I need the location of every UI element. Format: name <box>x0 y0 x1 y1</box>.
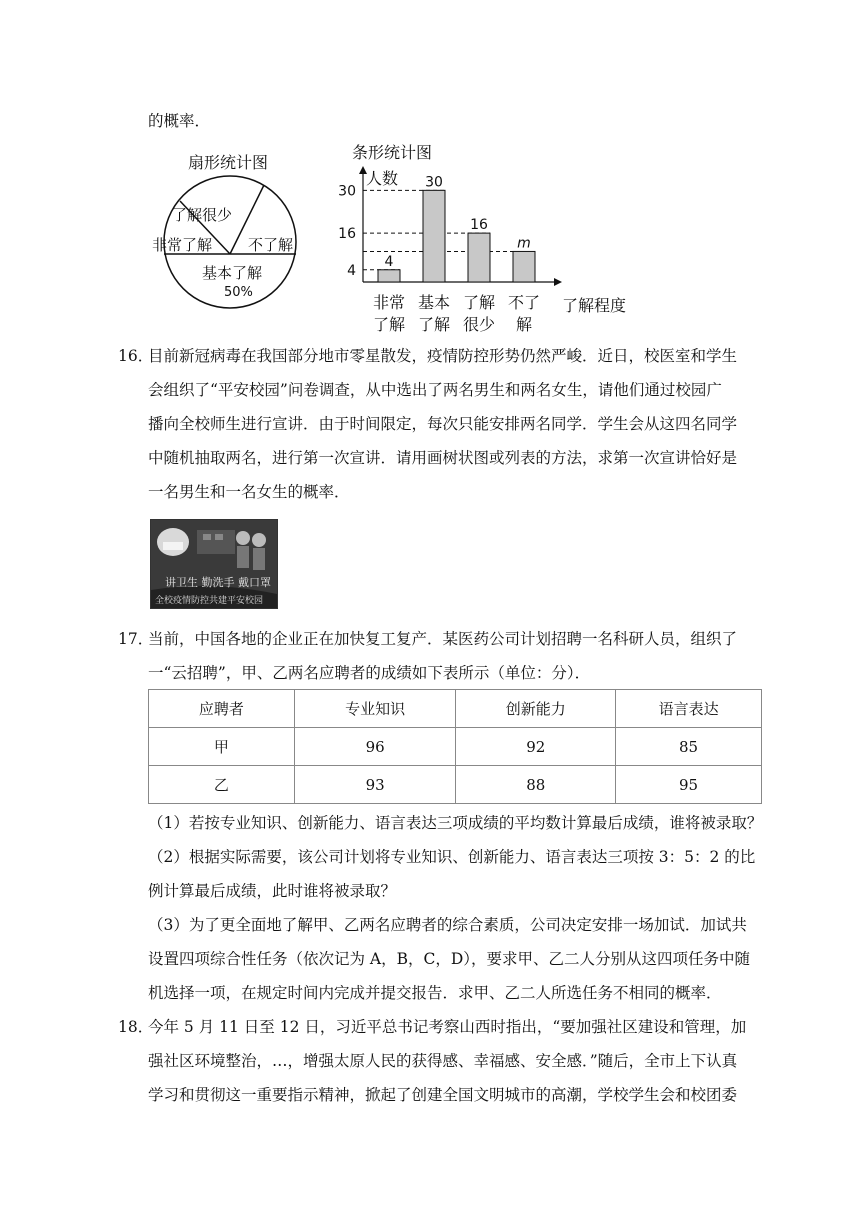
q16-line-1: 目前新冠病毒在我国部分地市零星散发，疫情防控形势仍然严峻．近日，校医室和学生 <box>148 347 738 365</box>
pie-label-none: 不了解 <box>248 236 294 254</box>
pie-label-percent: 50% <box>224 285 253 300</box>
table-cell: 85 <box>616 728 762 766</box>
y-tick-label: 16 <box>338 226 356 243</box>
table-row <box>149 728 762 766</box>
table-cell: 96 <box>294 728 456 766</box>
y-axis-label: 人数 <box>366 169 399 188</box>
table-header-cell: 专业知识 <box>294 690 456 728</box>
table-header-cell: 语言表达 <box>616 690 762 728</box>
bar-value-label: m <box>517 235 531 252</box>
score-table <box>148 689 762 804</box>
x-tick-label: 了解 <box>462 293 496 312</box>
q16-line-5: 一名男生和一名女生的概率． <box>148 483 350 501</box>
q18-line-2: 强社区环境整治，…，增强太原人民的获得感、幸福感、安全感．”随后，全市上下认真 <box>148 1052 738 1070</box>
campus-image-footer: 全校疫情防控共建平安校园 <box>155 596 264 606</box>
table-cell: 92 <box>456 728 616 766</box>
q16-number: 16． <box>118 347 154 365</box>
table-cell: 乙 <box>149 766 295 804</box>
q18-number: 18． <box>118 1018 154 1036</box>
q16-line-4: 中随机抽取两名，进行第一次宣讲．请用画树状图或列表的方法，求第一次宣讲恰好是 <box>148 449 738 467</box>
pie-chart <box>140 170 320 310</box>
q17-line-1: 当前，中国各地的企业正在加快复工复产．某医药公司计划招聘一名科研人员，组织了 <box>148 630 738 648</box>
q16-line-2: 会组织了“平安校园”问卷调查，从中选出了两名男生和两名女生，请他们通过校园广 <box>148 381 722 399</box>
x-tick-label: 不了 <box>507 293 541 312</box>
bar-chart <box>330 160 650 340</box>
q18-line-1: 今年 5 月 11 日至 12 日，习近平总书记考察山西时指出，“要加强社区建设和管理，加 <box>148 1018 747 1036</box>
bar <box>513 251 535 282</box>
q17-part-1: （1）若按专业知识、创新能力、语言表达三项成绩的平均数计算最后成绩，谁将被录取？ <box>148 814 763 832</box>
table-cell: 93 <box>294 766 456 804</box>
campus-safety-image <box>150 519 278 609</box>
x-tick-label: 了解 <box>417 315 451 334</box>
x-tick-label: 基本 <box>417 293 451 312</box>
table-cell: 88 <box>456 766 616 804</box>
table-header-row <box>149 690 762 728</box>
pie-chart-title: 扇形统计图 <box>188 153 269 172</box>
table-row <box>149 766 762 804</box>
pie-label-basic: 基本了解 <box>202 264 263 282</box>
q17-part-3b: 设置四项综合性任务（依次记为 A，B，C，D），要求甲、乙二人分别从这四项任务中随 <box>148 950 751 968</box>
bar <box>468 233 490 282</box>
q16-line-3: 播向全校师生进行宣讲．由于时间限定，每次只能安排两名同学．学生会从这四名同学 <box>148 415 738 433</box>
pie-label-little: 了解很少 <box>172 206 233 224</box>
bar-chart-title: 条形统计图 <box>352 143 433 162</box>
q17-number: 17． <box>118 630 154 648</box>
campus-image-banner: 讲卫生 勤洗手 戴口罩 <box>165 576 271 589</box>
bar <box>423 190 445 282</box>
x-axis-arrow <box>554 278 562 286</box>
bar-value-label: 16 <box>470 217 488 234</box>
x-tick-label: 非常 <box>372 293 406 312</box>
table-cell: 95 <box>616 766 762 804</box>
x-axis-label: 了解程度 <box>562 296 627 315</box>
y-tick-label: 4 <box>347 262 356 279</box>
x-tick-label: 很少 <box>462 315 496 334</box>
table-header-cell: 创新能力 <box>456 690 616 728</box>
y-tick-label: 30 <box>338 183 356 200</box>
bar-value-label: 4 <box>384 253 394 270</box>
q17-part-2a: （2）根据实际需要，该公司计划将专业知识、创新能力、语言表达三项按 3：5：2 的比 <box>148 848 756 866</box>
pie-label-very: 非常了解 <box>152 236 213 254</box>
q18-line-3: 学习和贯彻这一重要指示精神，掀起了创建全国文明城市的高潮，学校学生会和校团委 <box>148 1086 738 1104</box>
q17-line-2: 一“云招聘”，甲、乙两名应聘者的成绩如下表所示（单位：分）． <box>148 664 591 682</box>
table-header-cell: 应聘者 <box>149 690 295 728</box>
x-tick-label: 了解 <box>372 315 406 334</box>
x-tick-label: 解 <box>515 315 533 334</box>
bar <box>378 270 400 282</box>
q17-part-2b: 例计算最后成绩，此时谁将被录取？ <box>148 882 397 900</box>
q17-part-3c: 机选择一项，在规定时间内完成并提交报告．求甲、乙二人所选任务不相同的概率． <box>148 984 722 1002</box>
q17-part-3a: （3）为了更全面地了解甲、乙两名应聘者的综合素质，公司决定安排一场加试．加试共 <box>148 916 747 934</box>
q15-tail: 的概率． <box>148 112 211 130</box>
bar-layer <box>338 174 540 334</box>
table-cell: 甲 <box>149 728 295 766</box>
bar-value-label: 30 <box>425 174 443 191</box>
